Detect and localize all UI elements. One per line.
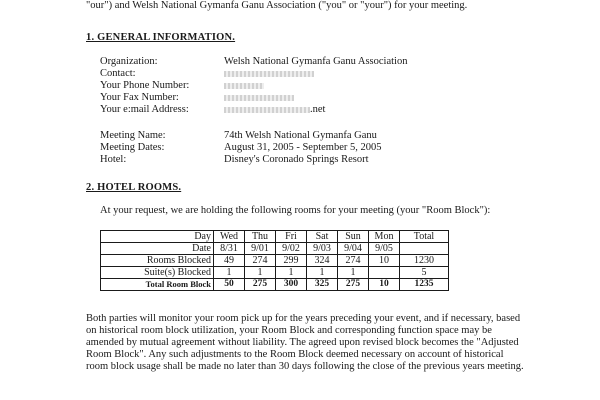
intro-text xyxy=(86,0,467,12)
table-cell: 324 xyxy=(307,255,338,267)
table-cell: Thu xyxy=(245,231,276,243)
hotel-rooms-heading: 2. HOTEL ROOMS. xyxy=(86,182,182,193)
table-cell xyxy=(369,267,400,279)
room-block-adjustment-paragraph xyxy=(86,313,526,373)
table-cell: Sun xyxy=(338,231,369,243)
info-row-email xyxy=(100,104,325,116)
info-value: Disney's Coronado Springs Resort xyxy=(224,154,369,165)
table-cell: 9/05 xyxy=(369,243,400,255)
table-cell: 1 xyxy=(214,267,245,279)
table-cell: 10 xyxy=(369,255,400,267)
info-label: Meeting Dates: xyxy=(100,142,165,153)
table-cell: 325 xyxy=(307,279,338,291)
info-row-meeting-dates xyxy=(100,142,382,154)
table-total-row xyxy=(101,279,449,291)
table-cell: 1230 xyxy=(400,255,449,267)
table-cell: 274 xyxy=(245,255,276,267)
info-label: Meeting Name: xyxy=(100,130,166,141)
info-row-fax xyxy=(100,92,294,104)
redacted-contact xyxy=(224,71,314,77)
room-block-table xyxy=(100,230,449,291)
info-value: 74th Welsh National Gymanfa Ganu xyxy=(224,130,377,141)
redacted-email xyxy=(224,107,310,113)
table-cell: Mon xyxy=(369,231,400,243)
table-cell: 1 xyxy=(338,267,369,279)
redacted-fax xyxy=(224,95,294,101)
table-cell: Date xyxy=(101,243,214,255)
table-cell: 1 xyxy=(245,267,276,279)
table-cell: Total Room Block xyxy=(101,279,214,291)
table-cell: Sat xyxy=(307,231,338,243)
table-cell: 8/31 xyxy=(214,243,245,255)
room-block-intro: At your request, we are holding the following rooms for your meeting (your "Room Block"): xyxy=(100,205,491,216)
info-label: Hotel: xyxy=(100,154,127,165)
table-cell: Wed xyxy=(214,231,245,243)
info-row-organization xyxy=(100,56,407,68)
table-cell: 275 xyxy=(338,279,369,291)
info-row-phone xyxy=(100,80,264,92)
info-row-meeting-name xyxy=(100,130,377,142)
table-cell: Suite(s) Blocked xyxy=(101,267,214,279)
table-cell: Fri xyxy=(276,231,307,243)
table-cell: 49 xyxy=(214,255,245,267)
info-row-contact xyxy=(100,68,314,80)
table-cell: 5 xyxy=(400,267,449,279)
table-cell: 1 xyxy=(307,267,338,279)
info-label: Organization: xyxy=(100,56,158,67)
info-value: .net xyxy=(310,104,326,115)
table-row xyxy=(101,267,449,279)
table-cell: 10 xyxy=(369,279,400,291)
table-cell: 9/02 xyxy=(276,243,307,255)
paragraph-text: Both parties will monitor your room pick up for the years preceding your event, and if necessary, based on historical room block utilization, your Room Block and corresponding function space may be amended by mutual agreement without liability. The agreed upon revised block becomes the "Adjusted Room Block". Any such adjustments to the Room Block deemed necessary on account of historical room block usage shall be made no later than 30 days following the close of the previous years meeting. xyxy=(86,313,524,372)
table-row xyxy=(101,255,449,267)
table-header-row xyxy=(101,231,449,243)
info-value: August 31, 2005 - September 5, 2005 xyxy=(224,142,382,153)
table-cell: 274 xyxy=(338,255,369,267)
intro-line: "our") and Welsh National Gymanfa Ganu Association ("you" or "your") for your meeting. xyxy=(86,0,468,11)
table-cell: 300 xyxy=(276,279,307,291)
table-cell: 275 xyxy=(245,279,276,291)
table-cell: 50 xyxy=(214,279,245,291)
table-cell: 9/01 xyxy=(245,243,276,255)
general-information-heading: 1. GENERAL INFORMATION. xyxy=(86,32,236,43)
table-cell: 9/03 xyxy=(307,243,338,255)
info-label: Your Phone Number: xyxy=(100,80,190,91)
table-cell: Day xyxy=(101,231,214,243)
table-cell xyxy=(400,243,449,255)
table-cell: 299 xyxy=(276,255,307,267)
info-row-hotel xyxy=(100,154,369,166)
table-cell: Rooms Blocked xyxy=(101,255,214,267)
table-cell: 9/04 xyxy=(338,243,369,255)
redacted-phone xyxy=(224,83,264,89)
table-row xyxy=(101,243,449,255)
info-value: Welsh National Gymanfa Ganu Association xyxy=(224,56,408,67)
info-label: Your e:mail Address: xyxy=(100,104,189,115)
info-label: Contact: xyxy=(100,68,136,79)
info-label: Your Fax Number: xyxy=(100,92,179,103)
table-cell: Total xyxy=(400,231,449,243)
table-cell: 1 xyxy=(276,267,307,279)
table-cell: 1235 xyxy=(400,279,449,291)
